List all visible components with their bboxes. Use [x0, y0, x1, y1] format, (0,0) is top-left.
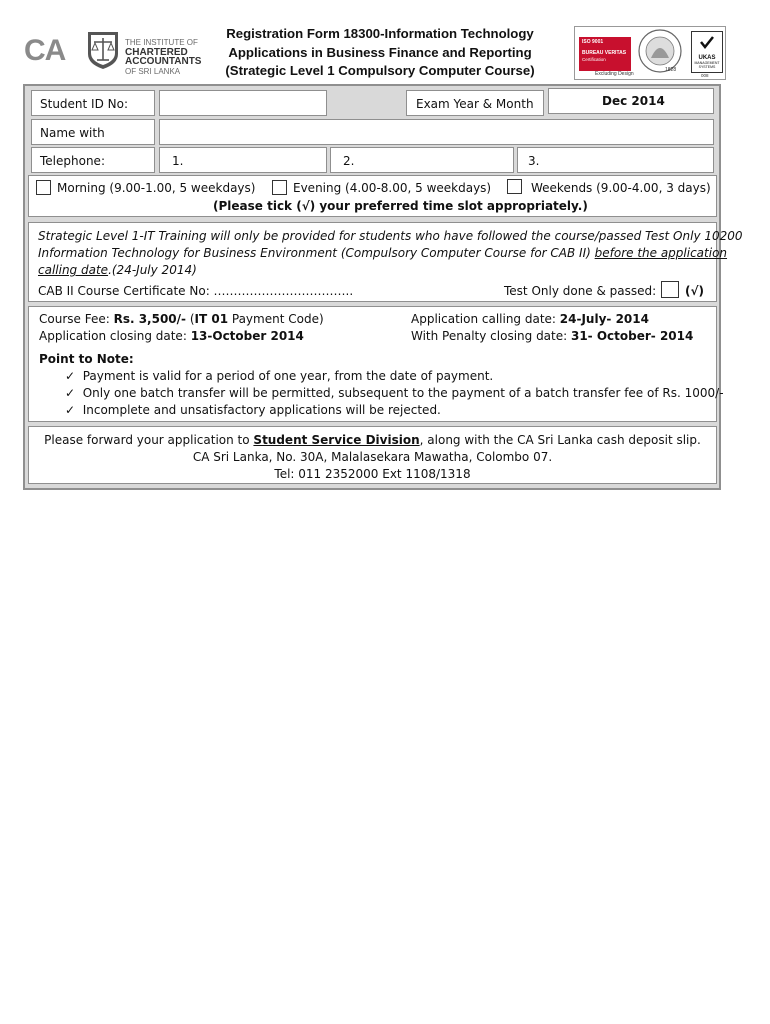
note-item: ✓ Payment is valid for a period of one year, from the date of payment.	[65, 369, 494, 383]
exam-year-input[interactable]	[548, 88, 714, 114]
weekends-label: Weekends (9.00-4.00, 3 days)	[531, 181, 711, 195]
name-input[interactable]	[159, 119, 714, 145]
eligibility-line-2: Information Technology for Business Environment (Compulsory Computer Course for CAB II) before the application	[38, 246, 728, 260]
morning-checkbox[interactable]	[36, 180, 51, 195]
telephone-3-input[interactable]	[517, 147, 714, 173]
penalty-closing-date: With Penalty closing date: 31- October- 2014	[411, 329, 694, 343]
note-item: ✓ Only one batch transfer will be permitted, subsequent to the payment of a batch transfer fee of Rs. 1000/-	[65, 386, 724, 400]
time-slot-section	[28, 175, 717, 217]
check-icon: ✓	[65, 369, 76, 383]
ukas-badge: UKAS MANAGEMENT SYSTEMS	[691, 31, 723, 73]
test-only-checkbox[interactable]	[661, 281, 679, 298]
telephone-1-label: 1.	[172, 154, 184, 168]
slot-instruction: (Please tick (√) your preferred time slot appropriately.)	[213, 199, 588, 213]
test-only-label: Test Only done & passed:	[504, 284, 657, 298]
name-label-cell	[31, 119, 155, 145]
crown-check-icon	[699, 34, 715, 50]
tick-mark: (√)	[685, 284, 704, 298]
name-label: Name with	[40, 126, 105, 140]
certification-badges	[574, 26, 726, 80]
seal-year: 1828	[665, 67, 677, 73]
morning-label: Morning (9.00-1.00, 5 weekdays)	[57, 181, 256, 195]
bureau-veritas-badge: ISO 9001 BUREAU VERITAS Certification	[579, 37, 631, 71]
note-item: ✓ Incomplete and unsatisfactory applications will be rejected.	[65, 403, 441, 417]
eligibility-line-3: calling date.(24-July 2014)	[38, 263, 197, 277]
student-id-input[interactable]	[159, 90, 327, 116]
telephone-2-input[interactable]	[330, 147, 514, 173]
fees-notes-section	[28, 306, 724, 422]
evening-label: Evening (4.00-8.00, 5 weekdays)	[293, 181, 492, 195]
cert-caption: Excluding Design	[595, 71, 634, 77]
student-id-label: Student ID No:	[40, 97, 129, 111]
exam-year-label-cell	[406, 90, 544, 116]
telephone-1-input[interactable]	[159, 147, 327, 173]
footer-section	[28, 426, 717, 484]
eligibility-section	[28, 222, 743, 302]
certification-seal-icon	[633, 28, 687, 74]
ca-sri-lanka-logo	[24, 30, 202, 76]
check-icon: ✓	[65, 386, 76, 400]
cert-code: 008	[701, 73, 709, 78]
org-name: THE INSTITUTE OF CHARTERED ACCOUNTANTS OF SRI LANKA	[125, 38, 202, 76]
telephone-2-label: 2.	[343, 154, 355, 168]
forward-instruction: Please forward your application to Student Service Division, along with the CA Sri Lanka cash deposit slip.	[44, 433, 701, 447]
logo-letters: CA	[24, 34, 66, 67]
exam-year-value: Dec 2014	[602, 94, 665, 108]
address: CA Sri Lanka, No. 30A, Malalasekara Mawatha, Colombo 07.	[192, 450, 553, 464]
telephone-label: Telephone:	[40, 154, 105, 168]
evening-checkbox[interactable]	[272, 180, 287, 195]
check-icon: ✓	[65, 403, 76, 417]
exam-year-label: Exam Year & Month	[416, 97, 534, 111]
form-title: Registration Form 18300-Information Technology Applications in Business Finance and Reporting (Strategic Level 1 Compulsory Computer Course)	[225, 26, 535, 78]
closing-date: Application closing date: 13-October 2014	[39, 329, 304, 343]
telephone-contact: Tel: 011 2352000 Ext 1108/1318	[274, 467, 471, 481]
weekends-checkbox[interactable]	[507, 179, 522, 194]
registration-form	[23, 84, 743, 490]
notes-heading: Point to Note:	[39, 352, 134, 366]
calling-date: Application calling date: 24-July- 2014	[411, 312, 649, 326]
eligibility-line-1: Strategic Level 1-IT Training will only be provided for students who have followed the course/passed Test Only 10200	[38, 229, 743, 243]
cab-certificate-label: CAB II Course Certificate No: ……………………………..	[38, 284, 354, 298]
student-id-label-cell	[31, 90, 155, 116]
scales-of-justice-icon	[86, 30, 120, 70]
telephone-3-label: 3.	[528, 154, 540, 168]
telephone-label-cell	[31, 147, 155, 173]
course-fee: Course Fee: Rs. 3,500/- (IT 01 Payment Code)	[39, 312, 324, 326]
